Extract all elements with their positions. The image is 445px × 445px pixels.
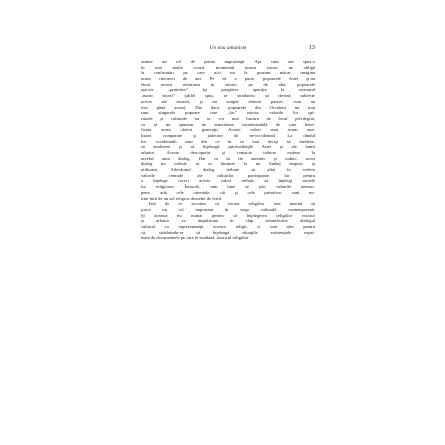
running-head — [141, 45, 315, 55]
paragraph — [141, 201, 315, 241]
text-line: la confruntări pe care nici nu le puteam măcar imagina — [141, 70, 315, 76]
text-line: să analizeze şi să înţeleagă spiritualităţile Asiei şi ale lumii — [141, 144, 315, 150]
body-text — [141, 59, 315, 241]
text-line: cultural cu reprezentanţii acestor religii, ci mai ales pentru — [141, 223, 315, 229]
text-line: aşa-zis „primitive” îşi pregătesc apariţia la orizontul — [141, 87, 315, 93]
running-title: Un nou umanism — [209, 45, 247, 51]
text-line: dialog nu trebuie să se limiteze la un limbaj empiric şi — [141, 161, 315, 167]
text-line: şi arhaice va impulsiona în chip semnificativ dialogul — [141, 218, 315, 224]
text-line: trite încă de un sol religios deosebit de fertil. — [141, 195, 223, 201]
text-line: „marii istorii” (altfel spus, se străduiesc să devină subiecte — [141, 93, 315, 99]
text-line: rituale şi culturale nu se vor mai bucura de locul privilegiat, — [141, 115, 315, 121]
text-line: în mai multe ocazii, momentul nostru istoric ne obligă — [141, 64, 315, 70]
text-line: acum cincizeci de ani. Pe de o parte, popoarele Asiei şi-au — [141, 76, 315, 82]
text-line: nivelul unui dialog. Dar ca să fie autentic şi rodnic, acest — [141, 155, 315, 161]
text-line: lor, occidentalii sunt din ce în ce mai decişi să studieze, — [141, 138, 315, 144]
text-line: active ale istoriei, şi nu simple obiecte pasive, cum au — [141, 98, 315, 104]
text-line: arhaice. Aceste descoperiri şi contacte trebuie extinse la — [141, 150, 315, 155]
text-line: Şi aceasta nu numai pentru că înţelegerea religiilor exotice — [141, 212, 315, 218]
text-line: a înţelege corect aceste valori trebuie să înţelegi sursele — [141, 178, 315, 184]
paragraph — [141, 59, 315, 201]
text-line: joace un rol important în viaţa culturală contemporană. — [141, 206, 315, 212]
text-line: ficiau acum câteva generaţii. Aceste valori sunt acum ana- — [141, 127, 315, 133]
text-line: mate de documentele pe care le studiază, istoricul religiilor — [141, 235, 249, 241]
text-line: lor religioase. Întrucât, cum bine se ştie, culturile neeuro- — [141, 184, 315, 190]
text-line: că, străduindu-se să înţeleagă situaţiile existenţiale expri- — [141, 229, 315, 235]
text-line: făcut recent reintrarea în istorie, pe de alta, popoarele — [141, 81, 315, 87]
text-line: Iată de ce socotim că istoria religiilor este menită să — [149, 201, 315, 207]
text-line: pene, atât cele orientale, cât şi cele primitive, sunt nu- — [141, 189, 315, 195]
text-line: ca să nu spunem de autoritatea incontestabilă de care bene- — [141, 121, 315, 127]
text-line: asume un rol de prima importanţă. Aşa cum am spus-o — [141, 59, 315, 64]
text-line: utilitarist. Adevăratul dialog trebuie să aibă în vedere — [141, 167, 315, 173]
text-line: fost până acum). Dar dacă popoarele din Occident nu mai — [141, 104, 315, 110]
text-line: sunt singurele popoare care „fac” istoria, valorile lor spi- — [141, 110, 315, 116]
text-line: lizate, comparate şi judecate de ne-occidentali. La rândul — [141, 132, 315, 138]
text-line: valorile centrale ale culturilor participante. Iar pentru — [141, 172, 315, 178]
page-number: 13 — [308, 44, 315, 51]
